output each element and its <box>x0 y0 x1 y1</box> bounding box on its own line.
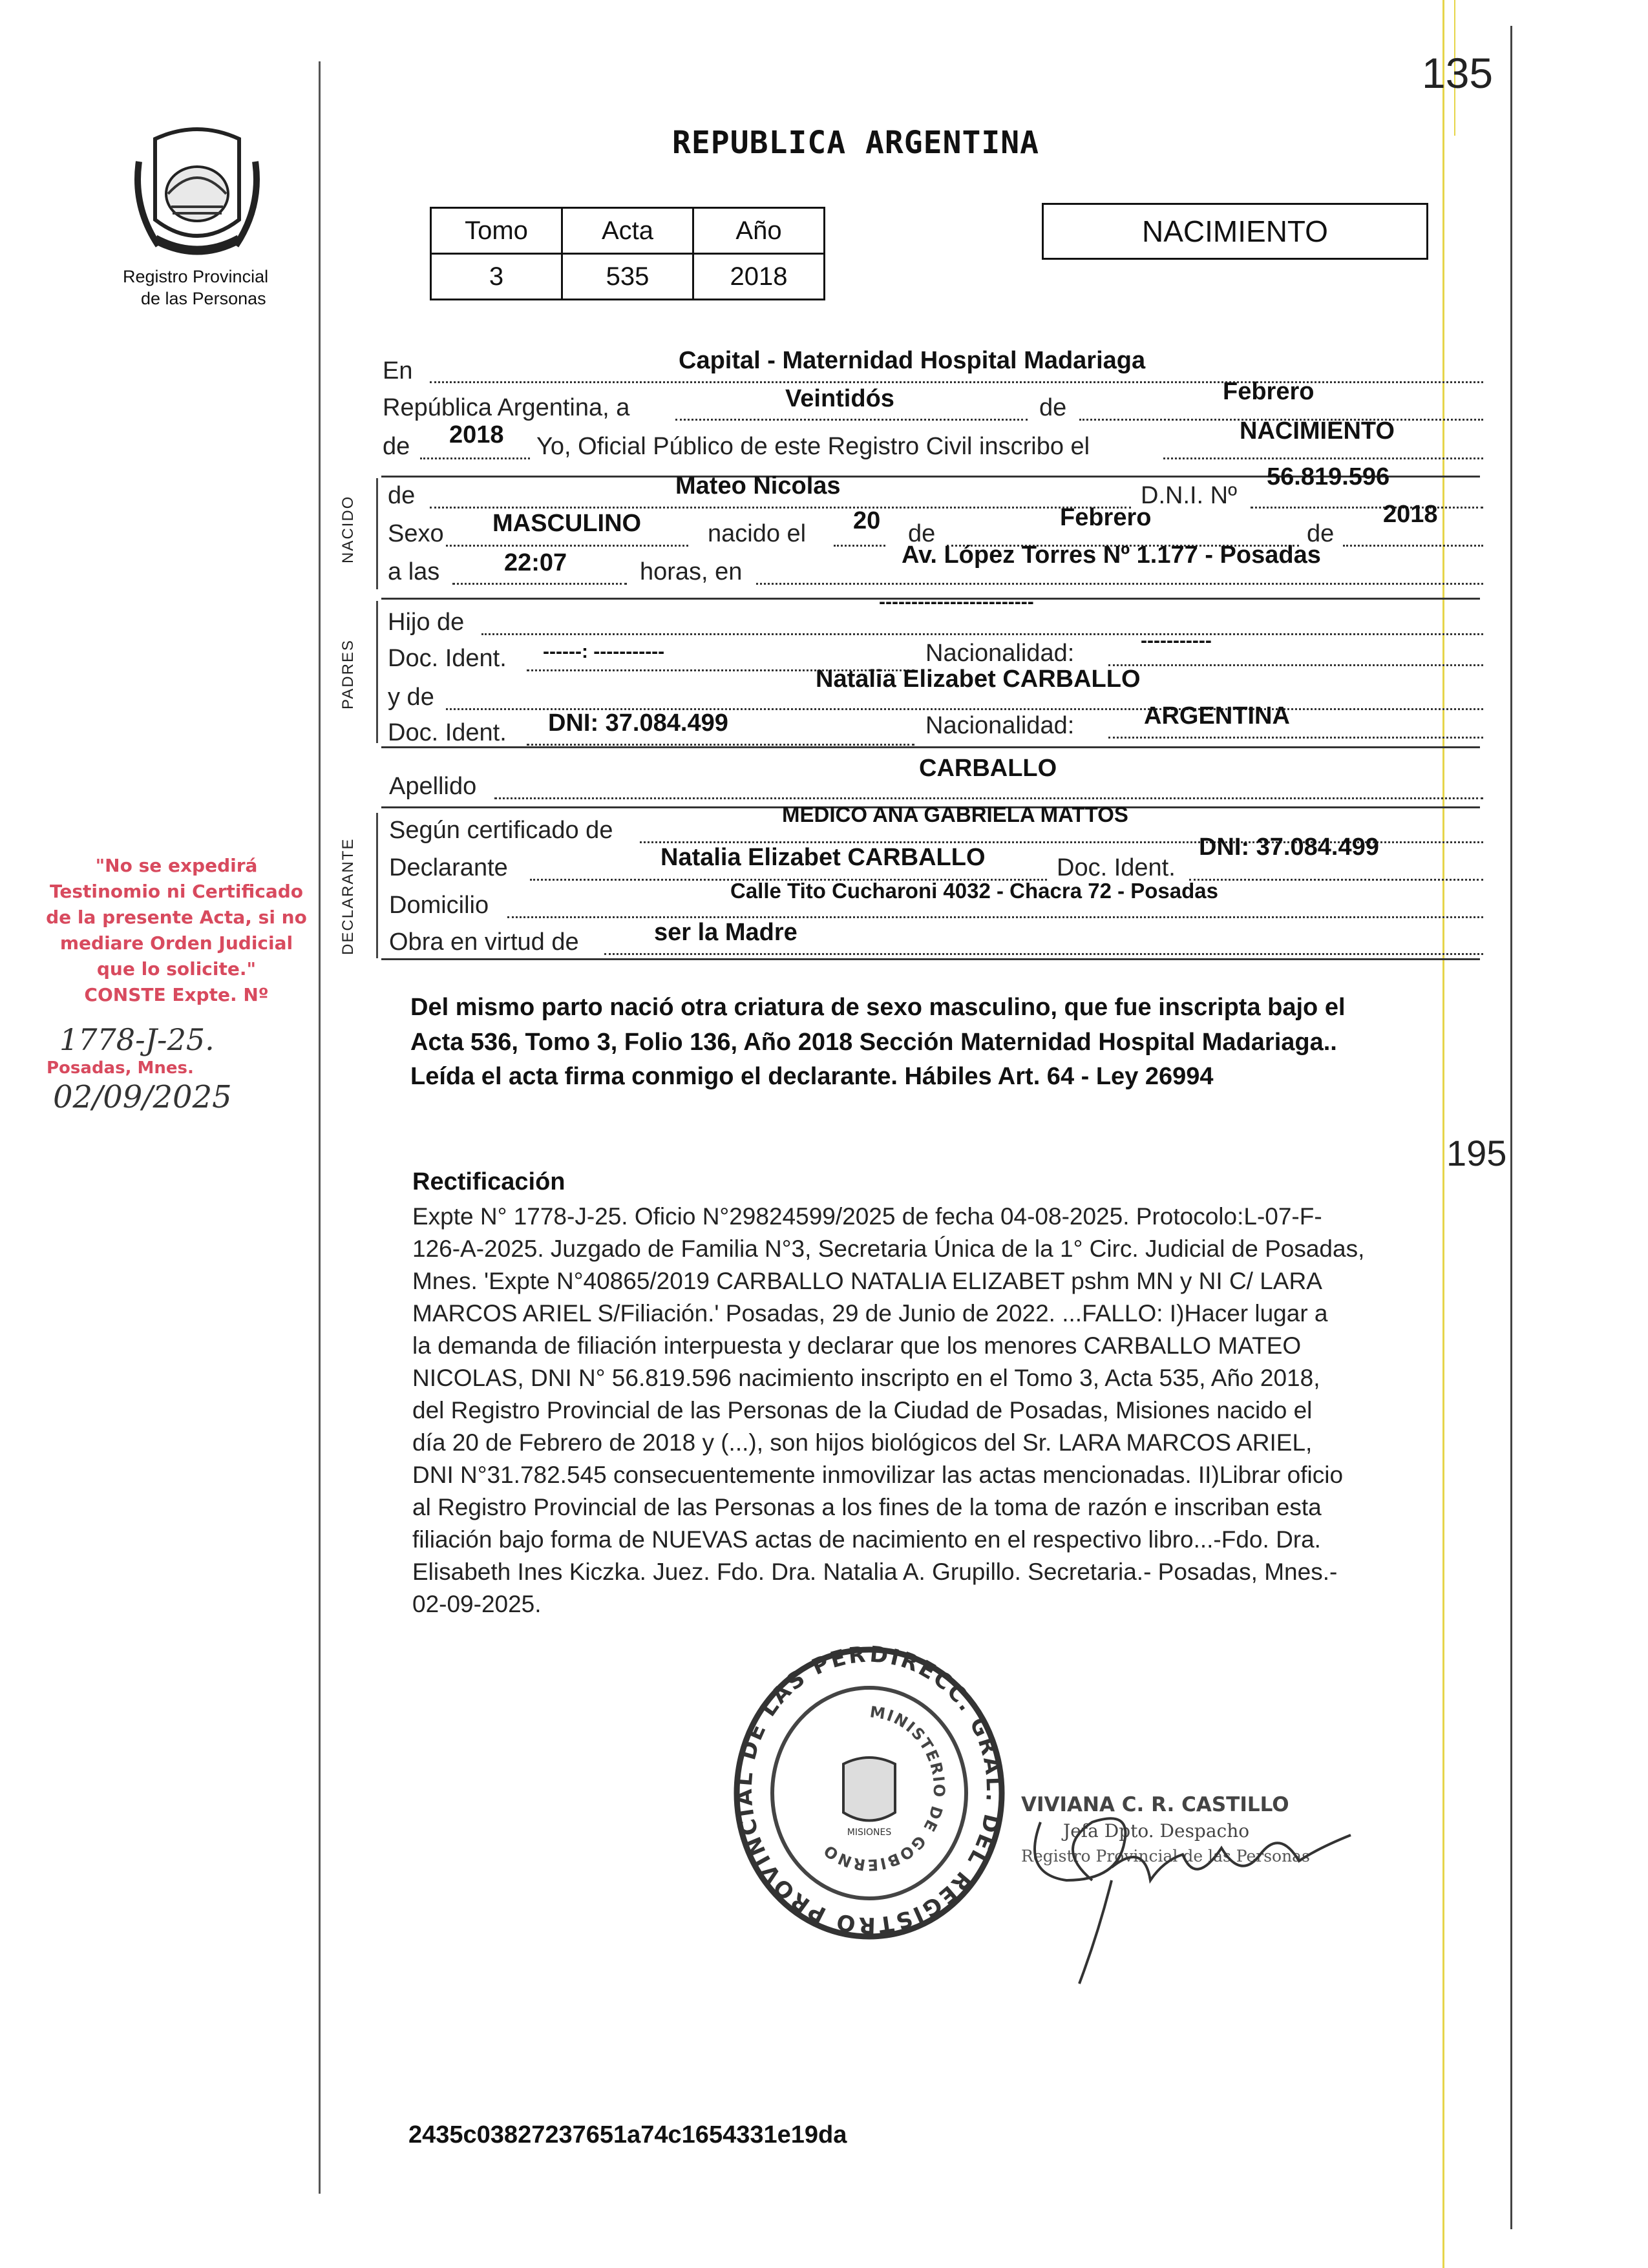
official-seal <box>727 1641 1011 1945</box>
stamp-line-4: mediare Orden Judicial <box>59 932 293 954</box>
rectification-line: la demanda de filiación interpuesta y declarar que los menores CARBALLO MATEO <box>412 1332 1302 1359</box>
birth-year: 2018 <box>1383 501 1438 528</box>
birth-hour: 22:07 <box>504 549 567 576</box>
mother-name: Natalia Elizabet CARBALLO <box>816 666 1141 693</box>
side-label-declarante: DECLARANTE <box>339 837 357 955</box>
inscribed-act-type: NACIMIENTO <box>1240 417 1395 445</box>
rectification-line: del Registro Provincial de las Personas de la Ciudad de Posadas, Misiones nacido el <box>412 1397 1313 1423</box>
rectification-line: 126-A-2025. Juzgado de Familia N°3, Secretaria Única de la 1° Circ. Judicial de Posadas, <box>412 1235 1365 1262</box>
stamp-line-6: CONSTE Expte. Nº <box>84 984 269 1005</box>
note-line-2: Acta 536, Tomo 3, Folio 136, Año 2018 Sección Maternidad Hospital Madariaga.. <box>410 1029 1337 1056</box>
record-header-tomo: Tomo <box>431 208 562 254</box>
declarante-label: Declarante <box>389 854 508 881</box>
yo-text: Yo, Oficial Público de este Registro Civil inscribo el <box>536 433 1090 460</box>
rectification-line: 02-09-2025. <box>412 1591 542 1617</box>
registration-year: 2018 <box>449 421 504 448</box>
rectification-line: Expte N° 1778-J-25. Oficio N°29824599/2025 de fecha 04-08-2025. Protocolo:L-07-F- <box>412 1203 1322 1230</box>
horas-label: horas, en <box>640 558 743 585</box>
hijo-label: Hijo de <box>388 609 465 636</box>
registry-name-line1: Registro Provincial <box>123 267 269 286</box>
seal-center-text: MISIONES <box>847 1827 892 1838</box>
a-las-label: a las <box>388 558 440 585</box>
child-name: Mateo Nicolas <box>675 472 841 499</box>
record-table <box>430 207 825 300</box>
declarant-name: Natalia Elizabet CARBALLO <box>660 844 986 871</box>
record-value-ano: 2018 <box>693 254 825 300</box>
seal-inner-text: MINISTERIO DE GOBIERNO <box>819 1703 949 1874</box>
stamp-expediente-handwritten: 1778-J-25. <box>59 1022 215 1057</box>
rectification-line: Mnes. 'Expte N°40865/2019 CARBALLO NATALIA ELIZABET pshm MN y NI C/ LARA <box>412 1268 1322 1294</box>
rectification-line: NICOLAS, DNI N° 56.819.596 nacimiento inscripto en el Tomo 3, Acta 535, Año 2018, <box>412 1365 1320 1391</box>
en-label: En <box>383 357 413 384</box>
dni-label: D.N.I. Nº <box>1141 482 1237 509</box>
surname: CARBALLO <box>919 755 1057 782</box>
obra-label: Obra en virtud de <box>389 929 579 956</box>
birth-month: Febrero <box>1060 504 1152 531</box>
side-label-padres: PADRES <box>339 639 357 709</box>
rectification-line: MARCOS ARIEL S/Filiación.' Posadas, 29 de Junio de 2022. ...FALLO: I)Hacer lugar a <box>412 1300 1328 1327</box>
registration-day: Veintidós <box>785 385 894 412</box>
rectification-line: Elisabeth Ines Kiczka. Juez. Fdo. Dra. Natalia A. Grupillo. Secretaria.- Posadas, Mnes.- <box>412 1559 1338 1585</box>
birth-day: 20 <box>853 507 881 534</box>
declarant-document: DNI: 37.084.499 <box>1199 834 1379 861</box>
nacionalidad-label-2: Nacionalidad: <box>925 712 1075 739</box>
stamp-date-handwritten: 02/09/2025 <box>53 1079 232 1115</box>
republica-label: República Argentina, a <box>383 394 630 421</box>
province-logo <box>132 123 262 271</box>
de-label-4: de <box>908 520 936 547</box>
registration-month: Febrero <box>1223 378 1315 405</box>
rectification-line: día 20 de Febrero de 2018 y (...), son hijos biológicos del Sr. LARA MARCOS ARIEL, <box>412 1429 1313 1456</box>
signatory-name: VIVIANA C. R. CASTILLO <box>1021 1793 1289 1816</box>
certifying-doctor: MEDICO ANA GABRIELA MATTOS <box>782 803 1128 826</box>
apellido-label: Apellido <box>389 773 477 800</box>
father-name: ------------------------ <box>879 591 1034 613</box>
rectification-line: al Registro Provincial de las Personas a los fines de la toma de razón e inscriban esta <box>412 1494 1322 1520</box>
stamp-line-1: "No se expedirá <box>95 855 258 876</box>
mother-nationality: ARGENTINA <box>1144 702 1290 730</box>
stamp-place: Posadas, Mnes. <box>47 1058 194 1078</box>
declarant-capacity: ser la Madre <box>654 919 798 946</box>
de-label-2: de <box>383 433 410 460</box>
stamp-line-5: que lo solicite." <box>96 958 257 980</box>
record-value-tomo: 3 <box>431 254 562 300</box>
child-dni: 56.819.596 <box>1267 463 1390 490</box>
record-type-box <box>1042 203 1428 260</box>
de-label-5: de <box>1307 520 1335 547</box>
note-line-3: Leída el acta firma conmigo el declarante. Hábiles Art. 64 - Ley 26994 <box>410 1063 1214 1090</box>
record-header-acta: Acta <box>562 208 693 254</box>
registry-name-line2: de las Personas <box>141 289 266 308</box>
declarant-address: Calle Tito Cucharoni 4032 - Chacra 72 - Posadas <box>730 879 1219 903</box>
stamp-line-3: de la presente Acta, si no <box>46 907 307 928</box>
father-document: ------: ----------- <box>543 641 665 662</box>
stamp-line-2: Testinomio ni Certificado <box>49 881 304 902</box>
child-sex: MASCULINO <box>492 510 642 537</box>
doc-ident-label-1: Doc. Ident. <box>388 645 507 672</box>
nacido-label: nacido el <box>708 520 807 547</box>
domicilio-label: Domicilio <box>389 892 489 919</box>
record-header-ano: Año <box>693 208 825 254</box>
y-de-label: y de <box>388 684 434 711</box>
note-line-1: Del mismo parto nació otra criatura de sexo masculino, que fue inscripta bajo el <box>410 994 1346 1021</box>
document-hash: 2435c03827237651a74c1654331e19da <box>408 2121 847 2148</box>
signatory-role: Jefa Dpto. Despacho <box>1063 1820 1250 1842</box>
rectification-title: Rectificación <box>412 1168 565 1195</box>
de-label-1: de <box>1039 394 1067 421</box>
doc-ident-label-2: Doc. Ident. <box>388 719 507 746</box>
doc-ident-label-3: Doc. Ident. <box>1057 854 1176 881</box>
nacionalidad-label-1: Nacionalidad: <box>925 640 1075 667</box>
father-nationality: ----------- <box>1141 630 1212 651</box>
document-title: REPUBLICA ARGENTINA <box>672 125 1040 161</box>
de-label-3: de <box>388 482 416 509</box>
rectification-body <box>412 1201 1364 1621</box>
rectification-number: 195 <box>1446 1133 1507 1173</box>
rectification-line: DNI N°31.782.545 consecuentemente inmovilizar las actas mencionadas. II)Librar oficio <box>412 1462 1344 1488</box>
side-label-nacido: NACIDO <box>339 495 357 563</box>
birth-place: Av. López Torres Nº 1.177 - Posadas <box>902 541 1321 569</box>
mother-document: DNI: 37.084.499 <box>548 709 728 737</box>
place-of-registration: Capital - Maternidad Hospital Madariaga <box>679 347 1146 374</box>
rectification-line: filiación bajo forma de NUEVAS actas de nacimiento en el respectivo libro...-Fdo. Dra. <box>412 1526 1321 1553</box>
handwritten-signature <box>1015 1783 1377 1990</box>
signatory-office: Registro Provincial de las Personas <box>1021 1847 1310 1865</box>
page-number: 135 <box>1422 49 1494 97</box>
record-type: NACIMIENTO <box>1142 215 1328 248</box>
sexo-label: Sexo <box>388 520 444 547</box>
seal-outer-text: DIRECC. GRAL. DEL REGISTRO PROVINCIAL DE LAS PER <box>731 1641 1008 1938</box>
record-value-acta: 535 <box>562 254 693 300</box>
restriction-stamp <box>37 853 315 1008</box>
segun-label: Según certificado de <box>389 817 613 844</box>
